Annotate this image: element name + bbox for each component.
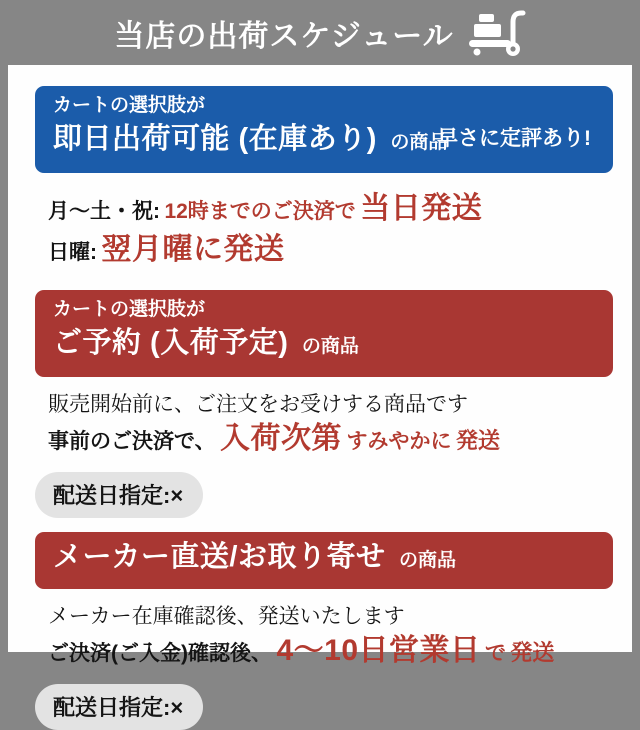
preorder-description: 販売開始前に、ご注文をお受けする商品です: [48, 393, 468, 416]
banner-direct-highlight: メーカー直送/お取り寄せ: [53, 541, 386, 573]
hand-truck-icon: [468, 9, 526, 62]
preorder-payment-line: [48, 420, 632, 463]
banner-direct-main: [53, 537, 595, 582]
preorder-payment-highlight: 入荷次第: [220, 422, 343, 455]
banner-direct-suffix: の商品: [398, 550, 456, 571]
instock-sunday-label: 日曜:: [48, 241, 97, 264]
direct-payment-line: [48, 632, 632, 675]
banner-in-stock: [35, 86, 613, 173]
header: [0, 0, 640, 65]
banner-direct: [35, 532, 613, 589]
preorder-payment-mid: すみやかに: [346, 430, 452, 453]
preorder-delivery-date-badge: 配送日指定:×: [35, 472, 203, 518]
banner-in-stock-highlight: 即日出荷可能 (在庫あり): [53, 123, 377, 155]
direct-description: メーカー在庫確認後、発送いたします: [48, 605, 405, 628]
banner-preorder: [35, 290, 613, 377]
banner-in-stock-suffix: の商品: [390, 132, 448, 153]
direct-payment-tail: 発送: [510, 640, 555, 665]
banner-in-stock-note: 早さに定評あり!: [437, 127, 591, 150]
direct-payment-label: ご決済(ご入金)確認後、: [48, 642, 272, 665]
instock-weekday-line: [48, 192, 632, 231]
banner-in-stock-prefix: カートの選択肢が: [53, 95, 206, 116]
page-title: 当店の出荷スケジュール: [114, 19, 454, 53]
direct-payment-mid: で: [484, 642, 506, 665]
instock-sunday-line: [48, 231, 632, 274]
content-panel: [8, 65, 632, 720]
preorder-payment-label: 事前のご決済で、: [48, 430, 216, 453]
instock-weekday-condition: 12時までのご決済で: [164, 200, 356, 223]
instock-sunday-highlight: 翌月曜に発送: [101, 233, 285, 266]
banner-preorder-main: [53, 323, 595, 368]
direct-payment-highlight: 4〜10日営業日: [276, 634, 481, 667]
instock-weekday-label: 月〜土・祝:: [48, 200, 160, 223]
banner-preorder-highlight: ご予約 (入荷予定): [53, 327, 289, 359]
banner-preorder-suffix: の商品: [301, 336, 359, 357]
instock-weekday-highlight: 当日発送: [360, 192, 483, 225]
banner-preorder-prefix: カートの選択肢が: [53, 299, 206, 320]
direct-delivery-date-badge: 配送日指定:×: [35, 684, 203, 730]
preorder-payment-tail: 発送: [455, 428, 500, 453]
